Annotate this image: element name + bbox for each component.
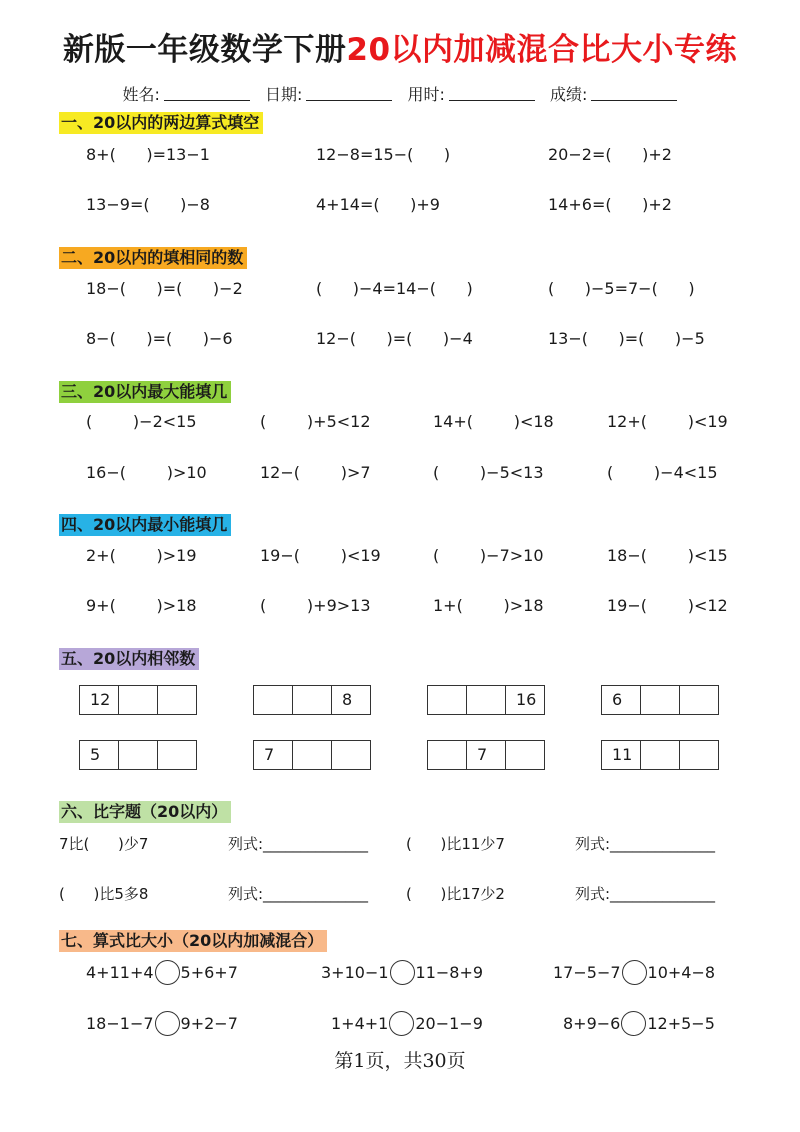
s4-problem[interactable]: 19−( )<12 xyxy=(607,596,728,615)
s1-problem[interactable]: 8+( )=13−1 xyxy=(86,145,210,164)
cmp-right: 20−1−9 xyxy=(415,1013,483,1033)
neighbor-cell[interactable]: 12 xyxy=(79,685,119,715)
s3-problem[interactable]: 16−( )>10 xyxy=(86,463,207,482)
neighbor-cell[interactable] xyxy=(427,685,467,715)
name-blank[interactable] xyxy=(164,87,250,101)
compare-circle[interactable] xyxy=(155,960,180,985)
section-4-header: 四、20以内最小能填几 xyxy=(59,514,231,536)
neighbor-box-group xyxy=(427,740,545,770)
neighbor-cell[interactable] xyxy=(679,740,719,770)
neighbor-cell[interactable]: 7 xyxy=(466,740,506,770)
s1-problem[interactable]: 12−8=15−( ) xyxy=(316,145,451,164)
cmp-left: 18−1−7 xyxy=(86,1013,154,1033)
neighbor-cell[interactable] xyxy=(157,740,197,770)
section-3-header: 三、20以内最大能填几 xyxy=(59,381,231,403)
neighbor-cell[interactable]: 11 xyxy=(601,740,641,770)
neighbor-box-group xyxy=(79,685,197,715)
neighbor-box-group xyxy=(601,685,719,715)
page-title xyxy=(0,24,800,69)
s3-problem[interactable]: ( )−2<15 xyxy=(86,412,197,431)
s6-problem[interactable]: ( )比17少2 xyxy=(406,885,505,903)
date-label: 日期: xyxy=(265,85,303,104)
neighbor-box-group xyxy=(601,740,719,770)
neighbor-cell[interactable] xyxy=(118,740,158,770)
cmp-right: 5+6+7 xyxy=(180,962,238,982)
neighbor-cell[interactable] xyxy=(292,685,332,715)
neighbor-cell[interactable] xyxy=(640,740,680,770)
s6-equation-blank[interactable]: 列式:______________ xyxy=(228,835,369,853)
s3-problem[interactable]: 14+( )<18 xyxy=(433,412,554,431)
neighbor-cell[interactable]: 8 xyxy=(331,685,371,715)
s6-problem[interactable]: ( )比11少7 xyxy=(406,835,505,853)
cmp-left: 8+9−6 xyxy=(563,1013,621,1033)
score-field[interactable] xyxy=(550,85,677,104)
name-field[interactable] xyxy=(123,85,250,104)
neighbor-cell[interactable]: 7 xyxy=(253,740,293,770)
title-red: 20以内加减混合比大小专练 xyxy=(346,32,738,68)
s1-problem[interactable]: 4+14=( )+9 xyxy=(316,195,440,214)
s6-equation-blank[interactable]: 列式:______________ xyxy=(575,885,716,903)
s2-problem[interactable]: ( )−5=7−( ) xyxy=(548,279,695,298)
neighbor-cell[interactable]: 16 xyxy=(505,685,545,715)
compare-circle[interactable] xyxy=(390,960,415,985)
section-5-header: 五、20以内相邻数 xyxy=(59,648,199,670)
student-info-row xyxy=(0,82,800,105)
s3-problem[interactable]: ( )−4<15 xyxy=(607,463,718,482)
time-field[interactable] xyxy=(408,85,535,104)
page-footer: 第1页，共30页 xyxy=(334,1050,466,1072)
neighbor-box-group xyxy=(79,740,197,770)
section-6-header: 六、比字题（20以内） xyxy=(59,801,231,823)
score-blank[interactable] xyxy=(591,87,677,101)
s7-comparison xyxy=(86,960,238,985)
section-1-header: 一、20以内的两边算式填空 xyxy=(59,112,263,134)
neighbor-cell[interactable] xyxy=(505,740,545,770)
s2-problem[interactable]: ( )−4=14−( ) xyxy=(316,279,473,298)
neighbor-box-group xyxy=(253,685,371,715)
s7-comparison xyxy=(331,1011,483,1036)
s4-problem[interactable]: 2+( )>19 xyxy=(86,546,197,565)
s4-problem[interactable]: ( )+9>13 xyxy=(260,596,371,615)
section-2-header: 二、20以内的填相同的数 xyxy=(59,247,247,269)
s4-problem[interactable]: 1+( )>18 xyxy=(433,596,544,615)
s7-comparison xyxy=(86,1011,238,1036)
s3-problem[interactable]: 12+( )<19 xyxy=(607,412,728,431)
s4-problem[interactable]: 18−( )<15 xyxy=(607,546,728,565)
cmp-left: 4+11+4 xyxy=(86,962,154,982)
s3-problem[interactable]: ( )−5<13 xyxy=(433,463,544,482)
s7-comparison xyxy=(553,960,715,985)
s3-problem[interactable]: 12−( )>7 xyxy=(260,463,371,482)
s7-comparison xyxy=(563,1011,715,1036)
neighbor-cell[interactable] xyxy=(427,740,467,770)
name-label: 姓名: xyxy=(122,85,160,104)
neighbor-cell[interactable] xyxy=(118,685,158,715)
cmp-right: 11−8+9 xyxy=(415,962,484,982)
s6-problem[interactable]: 7比( )少7 xyxy=(59,835,149,853)
s6-equation-blank[interactable]: 列式:______________ xyxy=(575,835,716,853)
cmp-left: 17−5−7 xyxy=(553,962,621,982)
neighbor-cell[interactable]: 5 xyxy=(79,740,119,770)
s4-problem[interactable]: 9+( )>18 xyxy=(86,596,197,615)
neighbor-cell[interactable] xyxy=(331,740,371,770)
compare-circle[interactable] xyxy=(621,1011,646,1036)
neighbor-cell[interactable] xyxy=(679,685,719,715)
s4-problem[interactable]: 19−( )<19 xyxy=(260,546,381,565)
neighbor-cell[interactable] xyxy=(253,685,293,715)
neighbor-box-group xyxy=(427,685,545,715)
time-blank[interactable] xyxy=(449,87,535,101)
s1-problem[interactable]: 14+6=( )+2 xyxy=(548,195,672,214)
compare-circle[interactable] xyxy=(155,1011,180,1036)
cmp-right: 12+5−5 xyxy=(647,1013,715,1033)
time-label: 用时: xyxy=(407,85,445,104)
neighbor-box-group xyxy=(253,740,371,770)
s7-comparison xyxy=(321,960,483,985)
compare-circle[interactable] xyxy=(622,960,647,985)
s1-problem[interactable]: 20−2=( )+2 xyxy=(548,145,672,164)
date-field[interactable] xyxy=(265,85,392,104)
cmp-left: 1+4+1 xyxy=(331,1013,389,1033)
s1-problem[interactable]: 13−9=( )−8 xyxy=(86,195,210,214)
neighbor-cell[interactable] xyxy=(640,685,680,715)
neighbor-cell[interactable] xyxy=(157,685,197,715)
cmp-left: 3+10−1 xyxy=(321,962,389,982)
s2-problem[interactable]: 8−( )=( )−6 xyxy=(86,329,233,348)
s6-equation-blank[interactable]: 列式:______________ xyxy=(228,885,369,903)
s2-problem[interactable]: 13−( )=( )−5 xyxy=(548,329,705,348)
neighbor-cell[interactable] xyxy=(292,740,332,770)
s2-problem[interactable]: 18−( )=( )−2 xyxy=(86,279,243,298)
compare-circle[interactable] xyxy=(389,1011,414,1036)
s2-problem[interactable]: 12−( )=( )−4 xyxy=(316,329,473,348)
section-7-header: 七、算式比大小（20以内加减混合） xyxy=(59,930,327,952)
s4-problem[interactable]: ( )−7>10 xyxy=(433,546,544,565)
s3-problem[interactable]: ( )+5<12 xyxy=(260,412,371,431)
cmp-right: 9+2−7 xyxy=(180,1013,238,1033)
cmp-right: 10+4−8 xyxy=(647,962,716,982)
date-blank[interactable] xyxy=(306,87,392,101)
neighbor-cell[interactable]: 6 xyxy=(601,685,641,715)
s6-problem[interactable]: ( )比5多8 xyxy=(59,885,149,903)
score-label: 成绩: xyxy=(550,85,588,104)
title-black: 新版一年级数学下册 xyxy=(62,32,347,68)
neighbor-cell[interactable] xyxy=(466,685,506,715)
